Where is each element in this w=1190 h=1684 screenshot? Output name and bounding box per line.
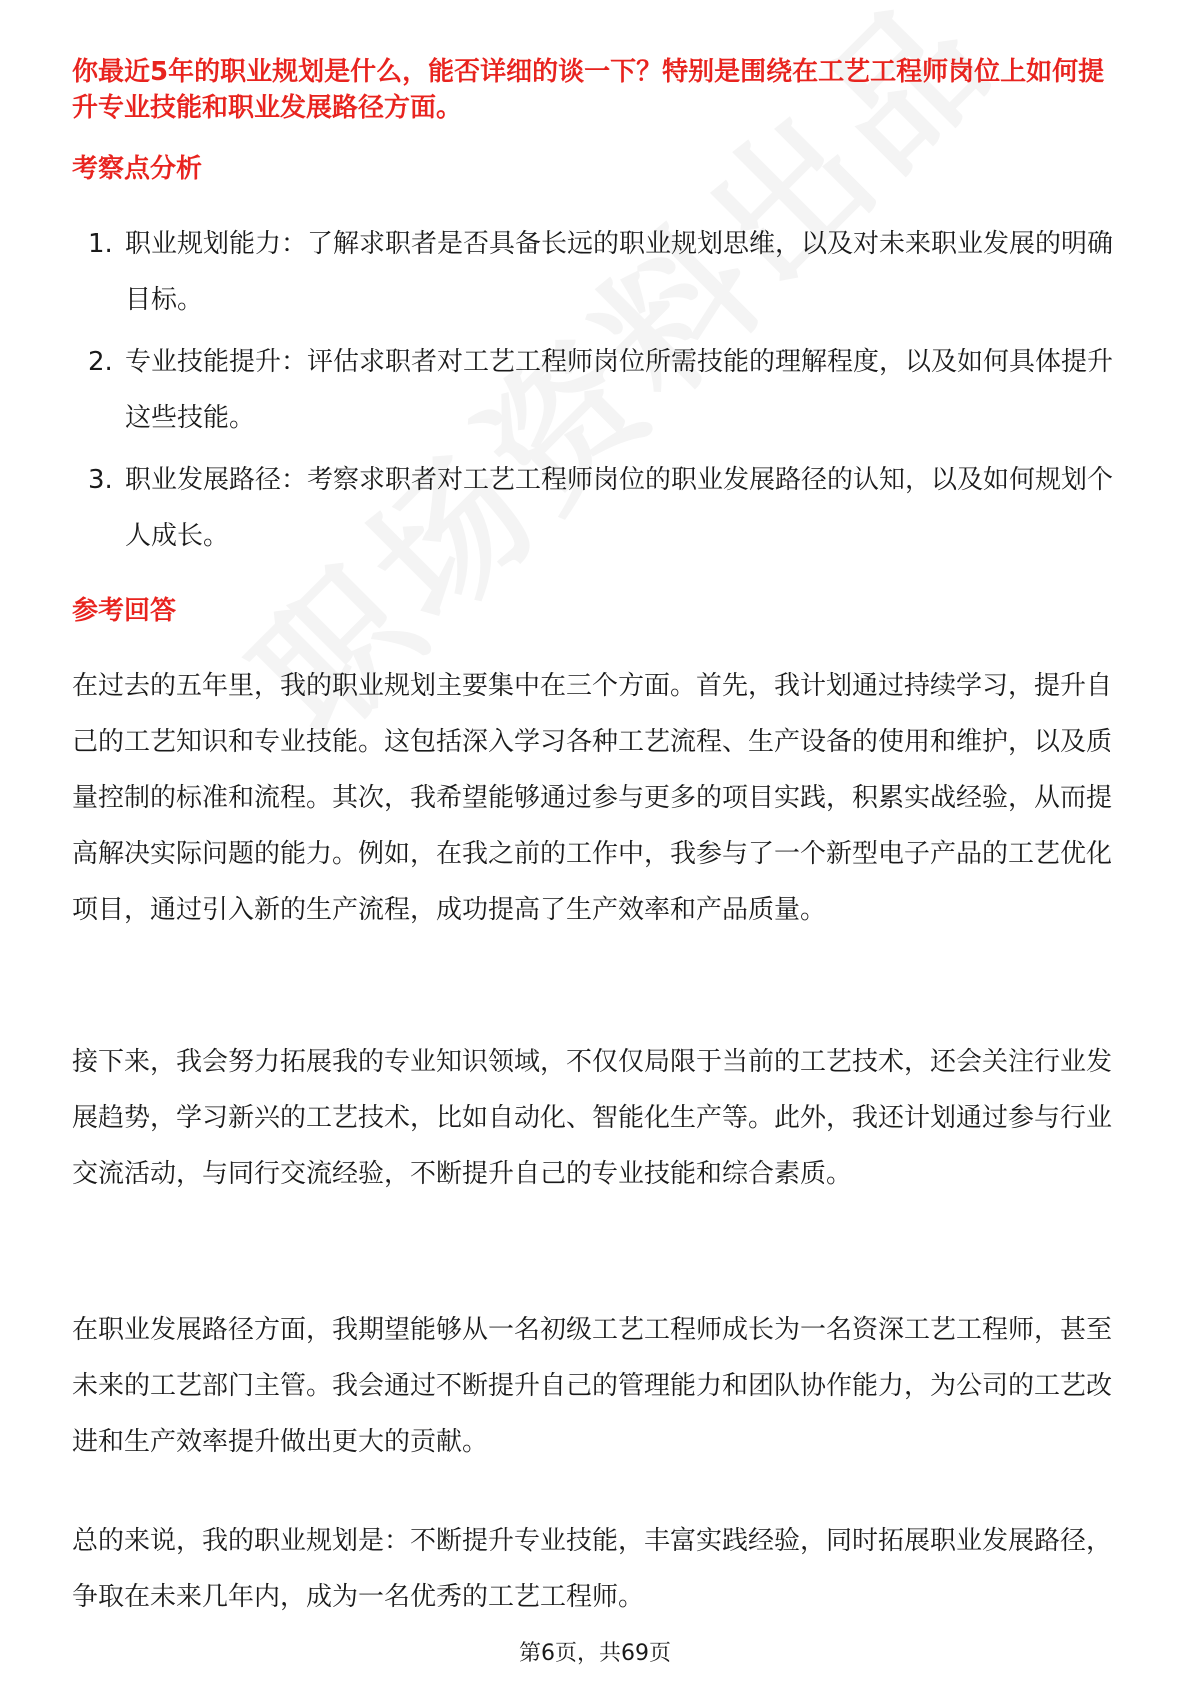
answer-paragraph: 接下来，我会努力拓展我的专业知识领域，不仅仅局限于当前的工艺技术，还会关注行业发展趋势，学习新兴的工艺技术，比如自动化、智能化生产等。此外，我还计划通过参与行业交流活动，与同行交流经验，不断提升自己的专业技能和综合素质。: [72, 1047, 1113, 1189]
analysis-point: [72, 334, 1122, 446]
answer-paragraph: 总的来说，我的职业规划是：不断提升专业技能，丰富实践经验，同时拓展职业发展路径，争取在未来几年内，成为一名优秀的工艺工程师。: [72, 1526, 1113, 1612]
answer-heading: 参考回答: [72, 596, 177, 626]
analysis-heading: 考察点分析: [72, 154, 203, 184]
analysis-list: [72, 216, 1122, 570]
point-text: 专业技能提升：评估求职者对工艺工程师岗位所需技能的理解程度，以及如何具体提升这些技能。: [125, 347, 1114, 433]
point-text: 职业发展路径：考察求职者对工艺工程师岗位的职业发展路径的认知，以及如何规划个人成长。: [125, 465, 1114, 551]
answer-paragraph: 在职业发展路径方面，我期望能够从一名初级工艺工程师成长为一名资深工艺工程师，甚至未来的工艺部门主管。我会通过不断提升自己的管理能力和团队协作能力，为公司的工艺改进和生产效率提升做出更大的贡献。: [72, 1315, 1113, 1457]
analysis-point: [72, 452, 1122, 564]
point-number: 3.: [88, 465, 113, 495]
point-number: 1.: [88, 229, 113, 259]
page-number: 第6页，共69页: [519, 1641, 671, 1666]
point-number: 2.: [88, 347, 113, 377]
question-title: 你最近5年的职业规划是什么，能否详细的谈一下？特别是围绕在工艺工程师岗位上如何提升专业技能和职业发展路径方面。: [72, 57, 1105, 123]
analysis-point: [72, 216, 1122, 328]
point-text: 职业规划能力：了解求职者是否具备长远的职业规划思维，以及对未来职业发展的明确目标。: [125, 229, 1114, 315]
answer-paragraph: 在过去的五年里，我的职业规划主要集中在三个方面。首先，我计划通过持续学习，提升自己的工艺知识和专业技能。这包括深入学习各种工艺流程、生产设备的使用和维护，以及质量控制的标准和流程。其次，我希望能够通过参与更多的项目实践，积累实战经验，从而提高解决实际问题的能力。例如，在我之前的工作中，我参与了一个新型电子产品的工艺优化项目，通过引入新的生产流程，成功提高了生产效率和产品质量。: [72, 671, 1113, 925]
